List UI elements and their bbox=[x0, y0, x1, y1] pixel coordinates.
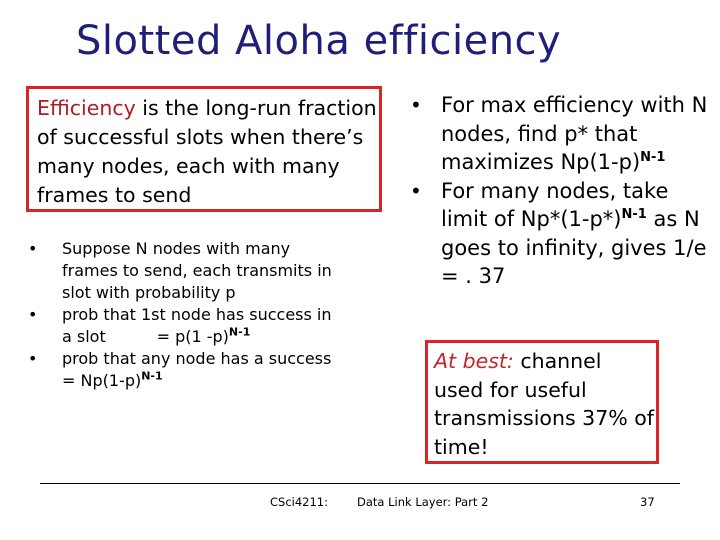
left-bullet-item bbox=[24, 238, 344, 304]
right-bullet-item bbox=[408, 177, 708, 291]
definition-box bbox=[26, 86, 382, 212]
right-bullet-text: For many nodes, take limit of Np*(1-p*) bbox=[441, 178, 669, 231]
right-bullet-text-post: as N goes to infinity, gives 1/e = . 37 bbox=[441, 207, 707, 288]
left-bullet-item bbox=[24, 304, 344, 348]
at-best-box bbox=[425, 340, 659, 464]
right-bullet-list bbox=[408, 91, 708, 291]
slide-title: Slotted Aloha efficiency bbox=[76, 18, 562, 64]
left-bullet-list bbox=[24, 238, 344, 392]
footer-page-number: 37 bbox=[640, 495, 655, 509]
exponent: N-1 bbox=[141, 369, 163, 383]
at-best-text: channel used for useful transmissions 37% of time! bbox=[434, 349, 654, 459]
footer-course: CSci4211: bbox=[270, 495, 328, 509]
left-bullet-text: prob that 1st node has success in a slot = p(1 -p) bbox=[62, 305, 337, 346]
exponent: N-1 bbox=[640, 150, 666, 165]
right-bullet-text: For max efficiency with N nodes, find p* that maximizes Np(1-p) bbox=[441, 93, 708, 174]
definition-term: Efficiency bbox=[37, 96, 136, 120]
bullet-icon: • bbox=[410, 93, 422, 117]
exponent: N-1 bbox=[621, 207, 647, 222]
left-bullet-item bbox=[24, 348, 344, 392]
left-bullet-text: prob that any node has a success = Np(1-p) bbox=[62, 349, 332, 390]
bullet-icon: • bbox=[28, 349, 38, 368]
left-bullet-text: Suppose N nodes with many frames to send, each transmits in slot with probability p bbox=[62, 239, 332, 302]
at-best-label: At best: bbox=[434, 349, 514, 373]
definition-text: is the long-run fraction of successful slots when there’s many nodes, each with many frames to send bbox=[37, 96, 377, 207]
bullet-icon: • bbox=[28, 305, 38, 324]
bullet-icon: • bbox=[410, 178, 422, 203]
bullet-icon: • bbox=[28, 239, 38, 258]
exponent: N-1 bbox=[228, 325, 251, 339]
right-bullet-item bbox=[408, 91, 708, 177]
footer-topic: Data Link Layer: Part 2 bbox=[357, 495, 489, 509]
footer-divider bbox=[40, 483, 680, 484]
